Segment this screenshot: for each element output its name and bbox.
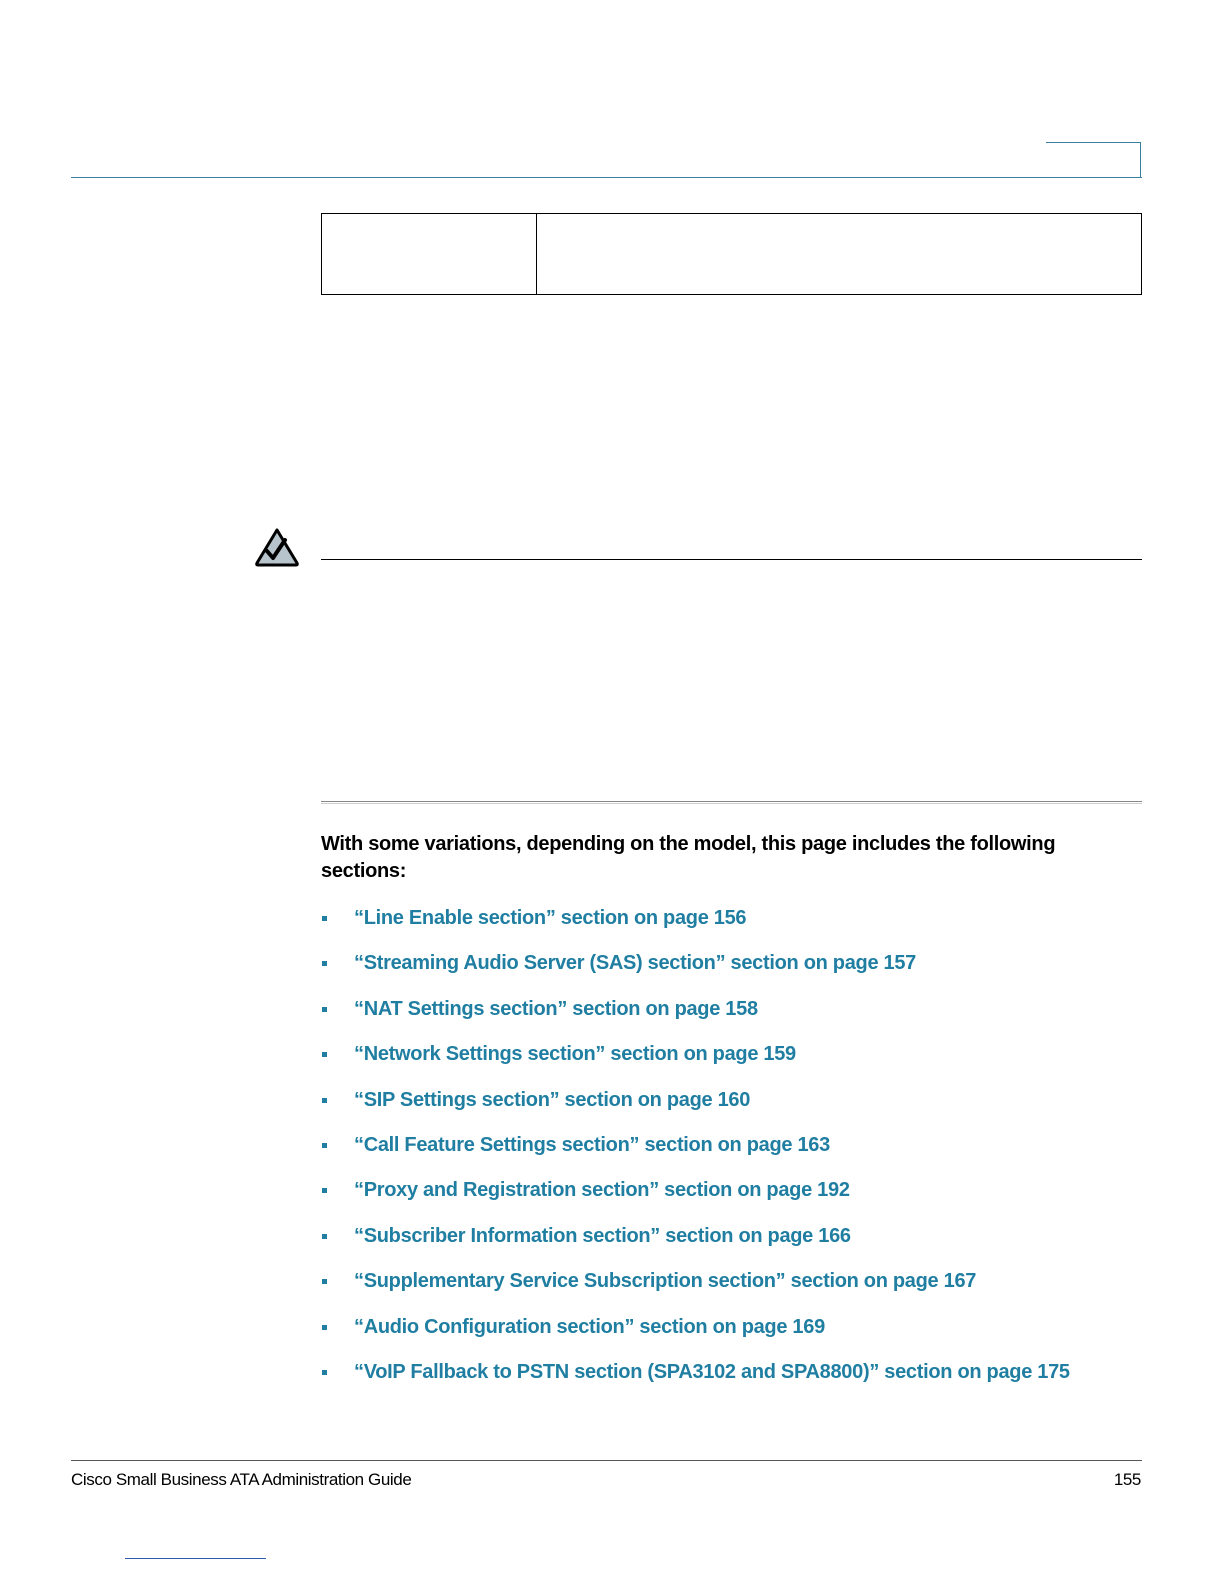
list-item	[321, 904, 1121, 932]
list-item	[321, 1313, 1121, 1341]
list-item	[321, 1131, 1121, 1159]
section-link-audio-configuration[interactable]: “Audio Configuration section” section on page 169	[354, 1315, 825, 1338]
bullet-icon	[322, 1325, 327, 1330]
header-rule	[71, 177, 1142, 178]
bullet-icon	[322, 961, 327, 966]
top-table	[321, 213, 1142, 295]
bullet-icon	[322, 1370, 327, 1375]
header-tab-box	[1046, 142, 1141, 177]
bullet-icon	[322, 1143, 327, 1148]
section-link-sip-settings[interactable]: “SIP Settings section” section on page 160	[354, 1088, 751, 1111]
note-checkmark-icon	[254, 527, 300, 567]
section-link-supplementary-service[interactable]: “Supplementary Service Subscription section” section on page 167	[354, 1270, 977, 1293]
table-cell-label	[322, 214, 537, 295]
footer-rule	[71, 1460, 1142, 1461]
intro-paragraph: With some variations, depending on the model, this page includes the following sections:	[321, 833, 1056, 882]
section-link-streaming-audio-server[interactable]: “Streaming Audio Server (SAS) section” section on page 157	[354, 952, 917, 975]
section-link-list	[321, 904, 1121, 1403]
bullet-icon	[322, 1188, 327, 1193]
footer-page-number: 155	[1113, 1470, 1141, 1489]
bottom-link-underline	[125, 1558, 266, 1559]
list-item	[321, 1086, 1121, 1114]
bullet-icon	[322, 1234, 327, 1239]
section-link-voip-fallback[interactable]: “VoIP Fallback to PSTN section (SPA3102 and SPA8800)” section on page 175	[354, 1360, 1070, 1383]
bullet-icon	[322, 1279, 327, 1284]
list-item	[321, 1267, 1121, 1295]
footer-guide-title: Cisco Small Business ATA Administration Guide	[71, 1470, 412, 1489]
section-link-network-settings[interactable]: “Network Settings section” section on page 159	[354, 1043, 796, 1066]
bullet-icon	[322, 1098, 327, 1103]
section-link-proxy-registration[interactable]: “Proxy and Registration section” section on page 192	[354, 1179, 850, 1202]
list-item	[321, 1176, 1121, 1204]
section-link-nat-settings[interactable]: “NAT Settings section” section on page 158	[354, 997, 758, 1020]
bullet-icon	[322, 916, 327, 921]
list-item	[321, 949, 1121, 977]
note-top-rule	[321, 559, 1142, 560]
section-link-subscriber-information[interactable]: “Subscriber Information section” section on page 166	[354, 1224, 851, 1247]
list-item	[321, 1358, 1121, 1386]
note-bottom-rule	[321, 801, 1142, 804]
table-row	[322, 214, 1142, 295]
section-link-call-feature-settings[interactable]: “Call Feature Settings section” section on page 163	[354, 1133, 830, 1156]
list-item	[321, 1040, 1121, 1068]
list-item	[321, 995, 1121, 1023]
list-item	[321, 1222, 1121, 1250]
section-link-line-enable[interactable]: “Line Enable section” section on page 156	[354, 907, 747, 929]
bullet-icon	[322, 1052, 327, 1057]
bullet-icon	[322, 1007, 327, 1012]
table-cell-description	[537, 214, 1142, 295]
